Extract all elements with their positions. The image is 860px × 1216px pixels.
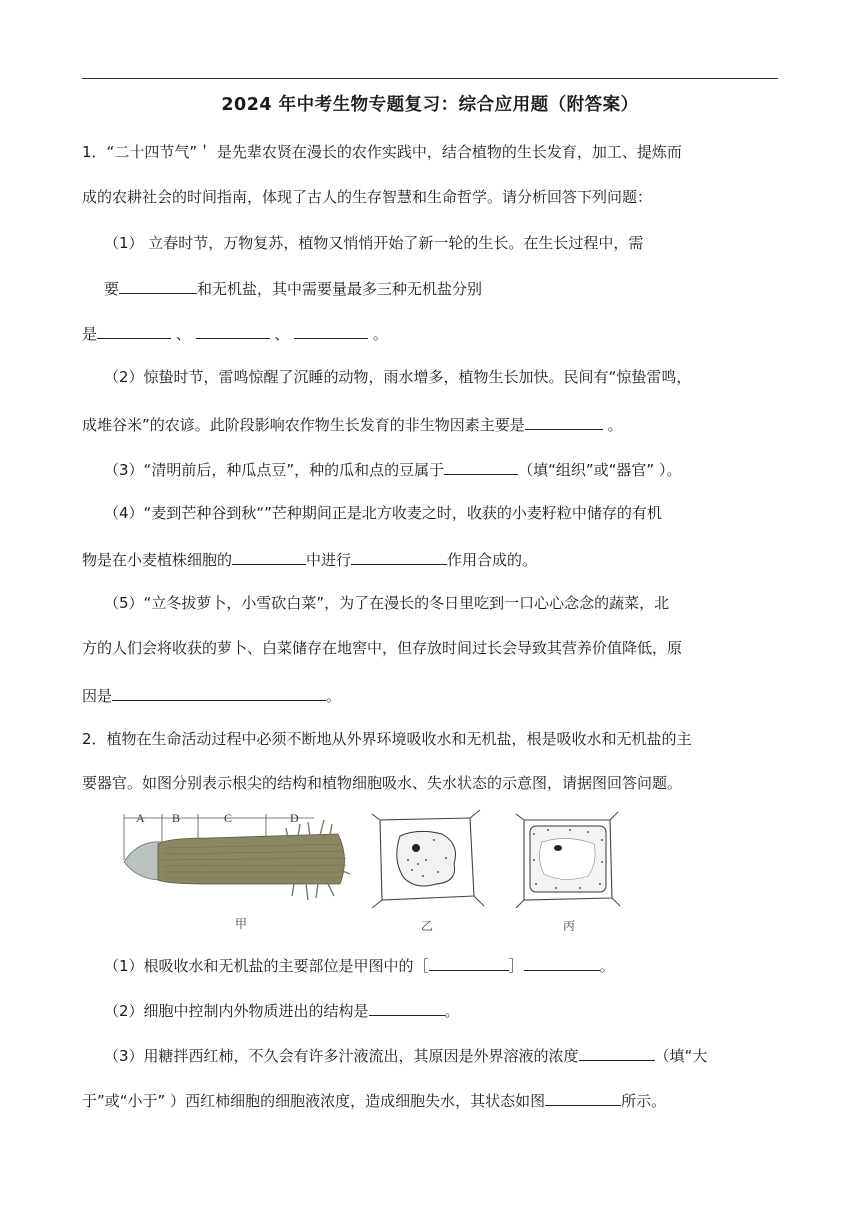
- answer-blank[interactable]: [351, 548, 447, 565]
- q2-part2-text-a: （2）细胞中控制内外物质进出的结构是: [104, 1002, 369, 1020]
- answer-blank[interactable]: [97, 322, 171, 339]
- answer-blank[interactable]: [369, 999, 445, 1016]
- q1-part1-sep-1: 、: [171, 325, 196, 343]
- q1-part4-line-2: [82, 548, 537, 570]
- label-a: A: [136, 811, 145, 825]
- answer-blank[interactable]: [232, 548, 306, 565]
- q2-part2-line: [104, 999, 460, 1021]
- q1-part4-text-a: 物是在小麦植株细胞的: [82, 551, 233, 569]
- q2-part3-text-a: （3）用糖拌西红柿，不久会有许多汁液流出，其原因是外界溶液的浓度: [104, 1047, 579, 1065]
- q1-part2-line-2: [82, 413, 623, 435]
- q1-part3-line: [104, 458, 681, 480]
- q2-part2-end: 。: [444, 1002, 460, 1020]
- q1-part4-line-1: （4）“麦到芒种谷到秋“”芒种期间正是北方收麦之时，收获的小麦籽粒中储存的有机: [104, 504, 662, 522]
- answer-blank[interactable]: [112, 684, 326, 701]
- answer-blank[interactable]: [545, 1089, 621, 1106]
- q2-part3-line-2: [82, 1089, 666, 1111]
- q1-part1-text-a: 要: [104, 280, 120, 298]
- caption-bing: 丙: [563, 919, 576, 933]
- answer-blank[interactable]: [196, 322, 270, 339]
- q2-part3-text-b: （填“大: [654, 1047, 708, 1065]
- q2-part1-end: 。: [599, 957, 615, 975]
- q1-part4-text-b: 中进行: [306, 551, 352, 569]
- q1-part2-line-1: （2）惊蛰时节，雷鸣惊醒了沉睡的动物，雨水增多，植物生长加快。民间有“惊蛰雷鸣，: [104, 368, 692, 386]
- page-title: 2024 年中考生物专题复习：综合应用题（附答案）: [221, 95, 639, 115]
- q1-part1-text-c: 是: [82, 325, 98, 343]
- answer-blank[interactable]: [119, 277, 197, 294]
- q2-part1-text-a: （1）根吸收水和无机盐的主要部位是甲图中的［: [104, 957, 429, 975]
- q1-part5-line-1: （5）“立冬拔萝卜，小雪砍白菜”，为了在漫长的冬日里吃到一口心心念念的蔬菜，北: [104, 594, 670, 612]
- label-b: B: [172, 811, 181, 825]
- q2-part1-line: [104, 954, 615, 976]
- answer-blank[interactable]: [525, 413, 603, 430]
- q2-part3-end: 所示。: [621, 1092, 667, 1110]
- root-tip-and-cell-diagram: [118, 800, 638, 940]
- cell-bing-illustration: [516, 812, 620, 933]
- q1-part3-text-b: （填“组织”或“器官” ）。: [518, 461, 682, 479]
- caption-yi: 乙: [421, 919, 434, 933]
- root-tip-illustration: [124, 811, 350, 931]
- q1-part5-end: 。: [326, 687, 342, 705]
- answer-blank[interactable]: [444, 458, 518, 475]
- label-c: C: [224, 811, 233, 825]
- q1-part1-text-b: 和无机盐，其中需要量最多三种无机盐分别: [197, 280, 483, 298]
- q2-part3-text-c: 于”或“小于” ）西红柿细胞的细胞液浓度，造成细胞失水，其状态如图: [82, 1092, 546, 1110]
- answer-blank[interactable]: [294, 322, 368, 339]
- q2-stem-line-1: 2．植物在生命活动过程中必须不断地从外界环境吸收水和无机盐，根是吸收水和无机盐的主: [82, 730, 692, 748]
- q1-part3-text-a: （3）“清明前后，种瓜点豆”，种的瓜和点的豆属于: [104, 461, 445, 479]
- label-d: D: [290, 811, 299, 825]
- answer-blank[interactable]: [524, 954, 600, 971]
- q1-part1-line-3: [82, 322, 388, 344]
- answer-blank[interactable]: [579, 1044, 655, 1061]
- q1-part1-sep-2: 、: [269, 325, 295, 343]
- q1-part1-end: 。: [368, 325, 388, 343]
- header-rule: [82, 78, 778, 79]
- q1-part2-end: 。: [602, 416, 623, 434]
- q2-part1-text-b: ］: [508, 957, 524, 975]
- q1-stem-line-2: 成的农耕社会的时间指南，体现了古人的生存智慧和生命哲学。请分析回答下列问题：: [82, 188, 653, 206]
- q1-part5-text-a: 因是: [82, 687, 113, 705]
- q2-figure: [118, 800, 638, 940]
- q2-part3-line-1: [104, 1044, 707, 1066]
- q1-stem-line-1: 1．“二十四节气”＇ 是先辈农贤在漫长的农作实践中，结合植物的生长发育，加工、提炼而: [82, 143, 682, 161]
- q1-part2-text-a: 成堆谷米”的农谚。此阶段影响农作物生长发育的非生物因素主要是: [82, 416, 525, 434]
- caption-jia: 甲: [235, 917, 248, 931]
- cell-yi-illustration: [372, 810, 484, 933]
- q1-part4-text-c: 作用合成的。: [447, 551, 538, 569]
- q2-stem-line-2: 要器官。如图分别表示根尖的结构和植物细胞吸水、失水状态的示意图，请据图回答问题。: [82, 774, 683, 792]
- q1-part5-line-2: 方的人们会将收获的萝卜、白菜储存在地窖中，但存放时间过长会导致其营养价值降低，原: [82, 639, 683, 657]
- q1-part5-line-3: [82, 684, 341, 706]
- q1-part1-line-1: （1） 立春时节，万物复苏，植物又悄悄开始了新一轮的生长。在生长过程中，需: [104, 234, 644, 252]
- q1-part1-line-2: [104, 277, 482, 299]
- answer-blank[interactable]: [429, 954, 509, 971]
